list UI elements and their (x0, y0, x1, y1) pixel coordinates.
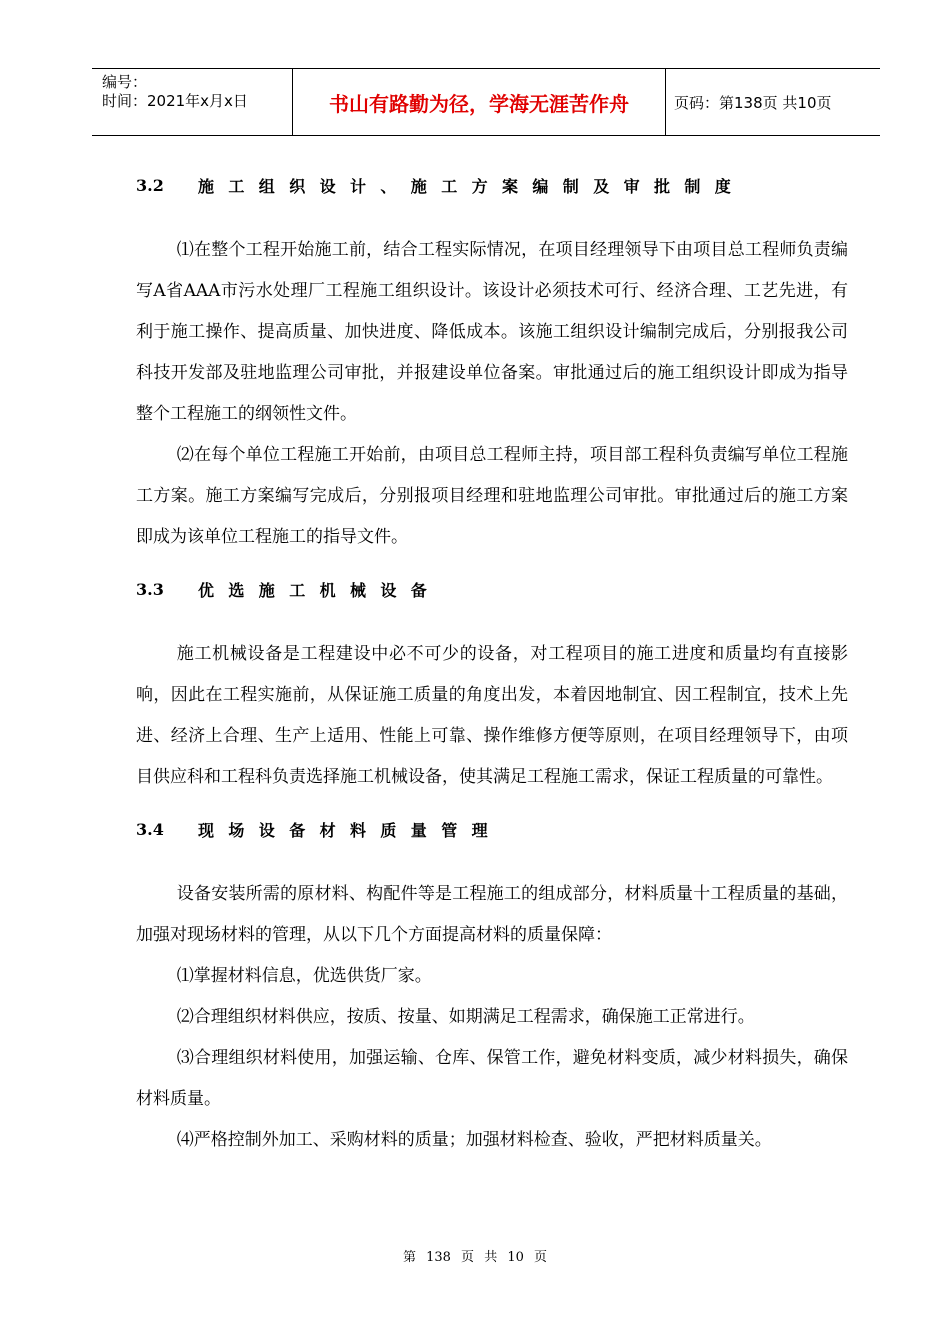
page-header (92, 68, 880, 136)
time-label: 时间：2021年x月x日 (102, 92, 248, 110)
list-item: ⑷严格控制外加工、采购材料的质量；加强材料检查、验收，严把材料质量关。 (176, 1130, 772, 1150)
section-heading (136, 564, 848, 614)
section-number: 3.2 (136, 175, 164, 195)
header-page-info: 页码：第138页 共10页 (674, 93, 832, 112)
paragraph: ⑵在每个单位工程施工开始前，由项目总工程师主持，项目部工程科负责编写单位工程施工方案。施工方案编写完成后，分别报项目经理和驻地监理公司审批。审批通过后的施工方案即成为该单位工程施工的指导文件。 (136, 445, 848, 547)
page-footer: 第 138 页 共 10 页 (402, 1250, 548, 1265)
header-meta (92, 69, 293, 135)
paragraph: 设备安装所需的原材料、构配件等是工程施工的组成部分，材料质量十工程质量的基础，加强对现场材料的管理，从以下几个方面提高材料的质量保障： (136, 884, 848, 945)
header-motto: 书山有路勤为径，学海无涯苦作舟 (293, 69, 666, 135)
paragraph: 施工机械设备是工程建设中必不可少的设备，对工程项目的施工进度和质量均有直接影响，因此在工程实施前，从保证施工质量的角度出发，本着因地制宜、因工程制宜，技术上先进、经济上合理、生产上适用、性能上可靠、操作维修方便等原则，在项目经理领导下，由项目供应科和工程科负责选择施工机械设备，使其满足工程施工需求，保证工程质量的可靠性。 (136, 644, 848, 787)
list-item: ⑶合理组织材料使用，加强运输、仓库、保管工作，避免材料变质，减少材料损失，确保材料质量。 (136, 1048, 848, 1109)
section-number: 3.3 (136, 579, 164, 599)
section-title: 现场设备材料质量管理 (198, 820, 503, 840)
document-body (136, 160, 848, 1161)
section-heading (136, 160, 848, 210)
section-heading (136, 804, 848, 854)
list-item: ⑵合理组织材料供应，按质、按量、如期满足工程需求，确保施工正常进行。 (176, 1007, 755, 1027)
paragraph: ⑴在整个工程开始施工前，结合工程实际情况，在项目经理领导下由项目总工程师负责编写A省AAA市污水处理厂工程施工组织设计。该设计必须技术可行、经济合理、工艺先进，有利于施工操作、提高质量、加快进度、降低成本。该施工组织设计编制完成后，分别报我公司科技开发部及驻地监理公司审批，并报建设单位备案。审批通过后的施工组织设计即成为指导整个工程施工的纲领性文件。 (136, 240, 848, 424)
list-item: ⑴掌握材料信息，优选供货厂家。 (176, 966, 432, 986)
code-label: 编号： (102, 73, 148, 91)
section-title: 施工组织设计、施工方案编制及审批制度 (198, 176, 746, 196)
section-title: 优选施工机械设备 (198, 580, 442, 600)
section-number: 3.4 (136, 819, 164, 839)
